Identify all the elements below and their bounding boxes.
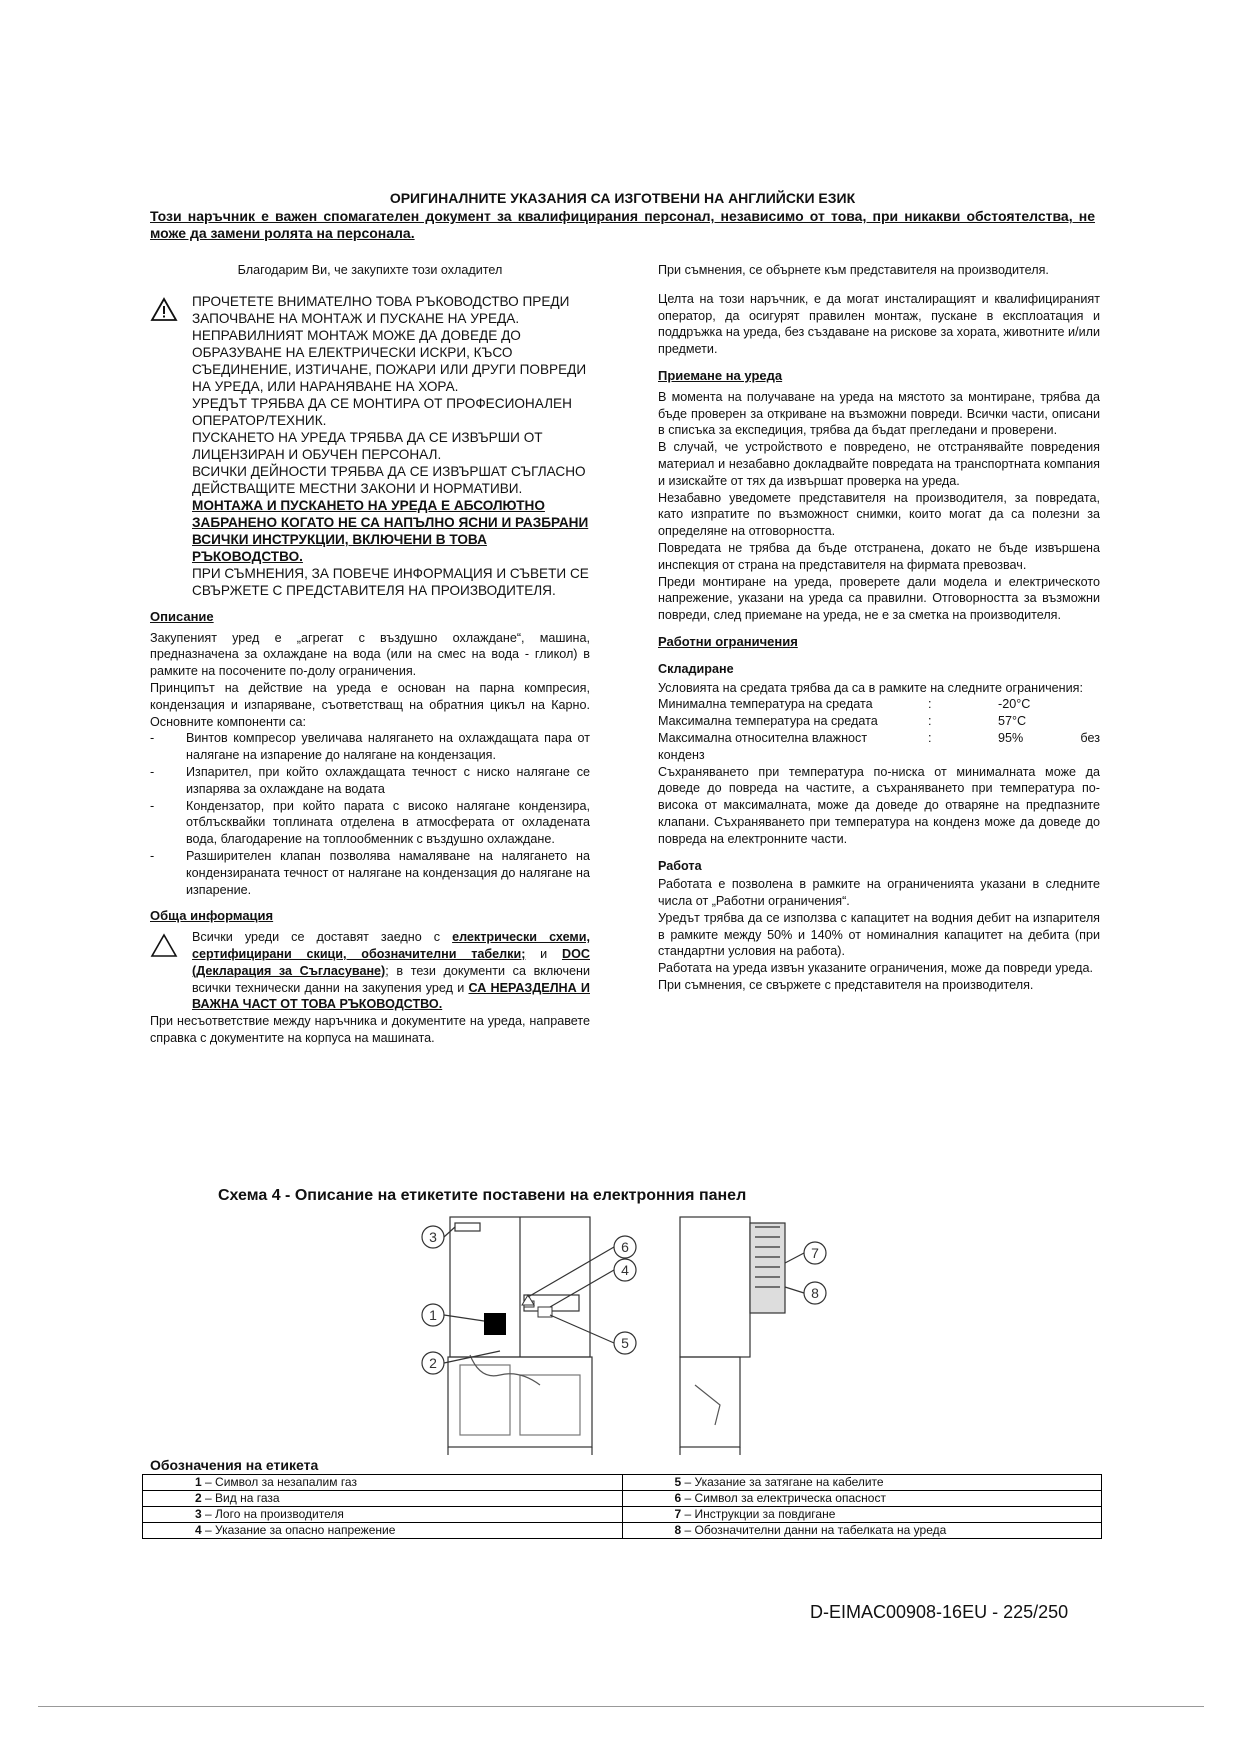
description-para: Закупеният уред е „агрегат с въздушно охлаждане“, машина, предназначена за охлаждане на вода (или на смес на вода - гликол) в рамките на посочените по-долу ограничения. [150, 630, 590, 679]
general-bold: електрически схеми, сертифицирани скици, обозначителни табелки; [192, 930, 590, 961]
receipt-para: Повредата не трябва да бъде отстранена, докато не бъде извършена инспекция от страна на представителя на фирмата превозвач. [658, 540, 1100, 572]
intro-notice: Този наръчник е важен спомагателен документ за квалифицирания персонал, независимо от това, при никакви обстоятелства, не може да замени ролята на персонала. [150, 208, 1095, 241]
legend-row: 1 – Символ за незапалим газ 5 – Указание за затягане на кабелите [143, 1475, 1102, 1491]
receipt-para: Незабавно уведомете представителя на производителя, за повредата, като изпратите по възможност снимки, които могат да са полезни за определяне на отговорността. [658, 490, 1100, 539]
storage-para: Съхраняването при температура по-ниска от минималната може да доведе до повреда на частите, а съхраняването при температура по-висока от максималната, може да доведе до отваряне на предпазните клапани. Съхраняването при температура на конденз може да доведе до повреда на електронните части. [658, 764, 1100, 846]
right-column [658, 262, 1100, 994]
warning-icon [150, 297, 178, 322]
work-para: Работата е позволена в рамките на ограниченията указани в следните числа от „Работни ограничения“. [658, 877, 1100, 909]
warning-line: ПРОЧЕТЕТЕ ВНИМАТЕЛНО ТОВА РЪКОВОДСТВО ПРЕДИ ЗАПОЧВАНЕ НА МОНТАЖ И ПУСКАНЕ НА УРЕДА. [192, 293, 570, 326]
general-info-block [150, 929, 590, 1013]
general-info-heading: Обща информация [150, 908, 274, 924]
legend-row: 2 – Вид на газа 6 – Символ за електрическа опасност [143, 1491, 1102, 1507]
description-heading: Описание [150, 608, 214, 624]
general-bold: СА НЕРАЗДЕЛНА И ВАЖНА ЧАСТ ОТ ТОВА РЪКОВОДСТВО. [192, 980, 590, 1012]
description-para: Принципът на действие на уреда е основан на парна компресия, кондензация и изпаряване, съответстващ на обратния цикъл на Карно. Основните компоненти са: [150, 680, 590, 729]
storage-row: Минимална температура на средата : -20°C [658, 697, 1031, 712]
component-item: - Разширителен клапан позволява намаляване на налягането на кондензираната течност от налягане на кондензация до налягане на изпарение. [150, 848, 590, 898]
callout-label: 8 [811, 1285, 819, 1301]
warning-line: ВСИЧКИ ДЕЙНОСТИ ТРЯБВА ДА СЕ ИЗВЪРШАТ СЪГЛАСНО ДЕЙСТВАЩИТЕ МЕСТНИ ЗАКОНИ И НОРМАТИВИ. [192, 463, 586, 496]
general-text: Всички уреди се доставят заедно с [192, 930, 453, 945]
callout-label: 7 [811, 1245, 819, 1261]
thanks-line: Благодарим Ви, че закупихте този охладител [237, 263, 503, 277]
legend-title: Обозначения на етикета [150, 1457, 319, 1473]
work-para: При съмнения, се свържете с представителя на производителя. [658, 978, 1034, 993]
page-title: ОРИГИНАЛНИТЕ УКАЗАНИЯ СА ИЗГОТВЕНИ НА АНГЛИЙСКИ ЕЗИК [389, 190, 856, 206]
warning-line: НЕПРАВИЛНИЯТ МОНТАЖ МОЖЕ ДА ДОВЕДЕ ДО ОБРАЗУВАНЕ НА ЕЛЕКТРИЧЕСКИ ИСКРИ, КЪСО СЪЕДИНЕНИЕ, ИЗТИЧАНЕ, ПОЖАРИ ИЛИ ДРУГИ ПОВРЕДИ НА УРЕДА, ИЛИ НАРАНЯВАНЕ НА ХОРА. [192, 327, 587, 394]
left-column [150, 262, 590, 1047]
receipt-para: В момента на получаване на уреда на мястото за монтиране, трябва да бъде проверен за откриване на възможни повреди. Всички части, описани в списъка за експедиция, трябва да бъдат прегледани и проверени. [658, 389, 1100, 438]
component-item: - Кондензатор, при който парата с високо налягане кондензира, отблъсквайки топлината отделена в атмосферата от охладената вода, благодарение на топлообменник с въздушно охлаждане. [150, 798, 590, 848]
front-view-drawing [448, 1217, 592, 1455]
storage-row: Максимална относителна влажност : 95% без [658, 730, 1100, 745]
warning-line: УРЕДЪТ ТРЯБВА ДА СЕ МОНТИРА ОТ ПРОФЕСИОНАЛЕН ОПЕРАТОР/ТЕХНИК. [192, 395, 572, 428]
callout-label: 3 [429, 1229, 437, 1245]
receipt-para: В случай, че устройството е повредено, не отстранявайте повредения материал и незабавно докладвайте повредата на транспортната компания и изискайте от тях да извършат проверка на уреда. [658, 440, 1100, 488]
callout-label: 5 [621, 1335, 629, 1351]
warning-line: ПУСКАНЕТО НА УРЕДА ТРЯБВА ДА СЕ ИЗВЪРШИ ОТ ЛИЦЕНЗИРАН И ОБУЧЕН ПЕРСОНАЛ. [192, 429, 543, 462]
unit-diagram [400, 1215, 870, 1460]
callout-label: 4 [621, 1262, 629, 1278]
right-para: При съмнения, се обърнете към представителя на производителя. [658, 263, 1049, 277]
component-item: - Винтов компресор увеличава налягането на охлаждащата пара от налягане на изпарение до налягане на кондензация. [150, 730, 590, 764]
legend-row: 3 – Лого на производителя 7 – Инструкции за повдигане [143, 1507, 1102, 1523]
doc-reference: D-EIMAC00908-16EU - 225/250 [810, 1602, 1069, 1622]
gas-symbol-label [484, 1313, 506, 1335]
warning-block [150, 293, 590, 599]
component-item: - Изпарител, при който охлаждащата течност с ниско налягане се изпарява за охлаждане на водата [150, 764, 590, 798]
storage-heading: Складиране [658, 661, 734, 676]
general-text: и [525, 946, 562, 961]
right-para: Целта на този наръчник, е да могат инсталиращият и квалифицираният оператор, да осигурят правилен монтаж, пускане в експлоатация и поддръжка на уреда, без създаване на рискове за хората, животните и/или предмети. [658, 291, 1100, 357]
schema-title: Схема 4 - Описание на етикетите поставени на електронния панел [218, 1187, 747, 1204]
work-heading: Работа [658, 858, 702, 873]
caution-icon [150, 933, 178, 958]
callout-label: 6 [621, 1239, 629, 1255]
warning-bold: МОНТАЖА И ПУСКАНЕТО НА УРЕДА Е АБСОЛЮТНО ЗАБРАНЕНО КОГАТО НЕ СА НАПЪЛНО ЯСНИ И РАЗБРАНИ ВСИЧКИ ИНСТРУКЦИИ, ВКЛЮЧЕНИ В ТОВА РЪКОВОДСТВО. [192, 497, 589, 564]
legend-table [142, 1474, 1102, 1539]
bottom-rule [38, 1706, 1204, 1707]
receipt-para: Преди монтиране на уреда, проверете дали модела и електрическото напрежение, указани на уреда са правилни. Отговорността за възможни повреди, след приемане на уреда, не е за сметка на производителя. [658, 574, 1100, 623]
general-para: При несъответствие между наръчника и документите на уреда, направете справка с документите на корпуса на машината. [150, 1014, 590, 1045]
storage-tail: конденз [658, 747, 705, 762]
general-text: ; в тези документи са включени всички технически данни на закупения уред и [192, 963, 591, 995]
warning-end: ПРИ СЪМНЕНИЯ, ЗА ПОВЕЧЕ ИНФОРМАЦИЯ И СЪВЕТИ СЕ СВЪРЖЕТЕ С ПРЕДСТАВИТЕЛЯ НА ПРОИЗВОДИТЕЛЯ. [192, 565, 589, 598]
receipt-heading: Приемане на уреда [658, 367, 783, 383]
callout-label: 1 [429, 1307, 437, 1323]
legend-row: 4 – Указание за опасно напрежение 8 – Обозначителни данни на табелката на уреда [143, 1523, 1102, 1539]
limits-heading: Работни ограничения [658, 633, 798, 649]
storage-intro: Условията на средата трябва да са в рамките на следните ограничения: [658, 680, 1083, 695]
work-para: Уредът трябва да се използва с капацитет на водния дебит на изпарителя в рамките между 50% и 140% от номиналния капацитет на дебита (при стандартни условия на работа). [658, 910, 1100, 959]
storage-row: Максимална температура на средата : 57°C [658, 714, 1027, 729]
general-bold: DOC (Декларация за Съгласуване) [192, 946, 590, 978]
callout-label: 2 [429, 1355, 437, 1371]
work-para: Работата на уреда извън указаните ограничения, може да повреди уреда. [658, 961, 1093, 976]
side-view-drawing [680, 1217, 785, 1455]
